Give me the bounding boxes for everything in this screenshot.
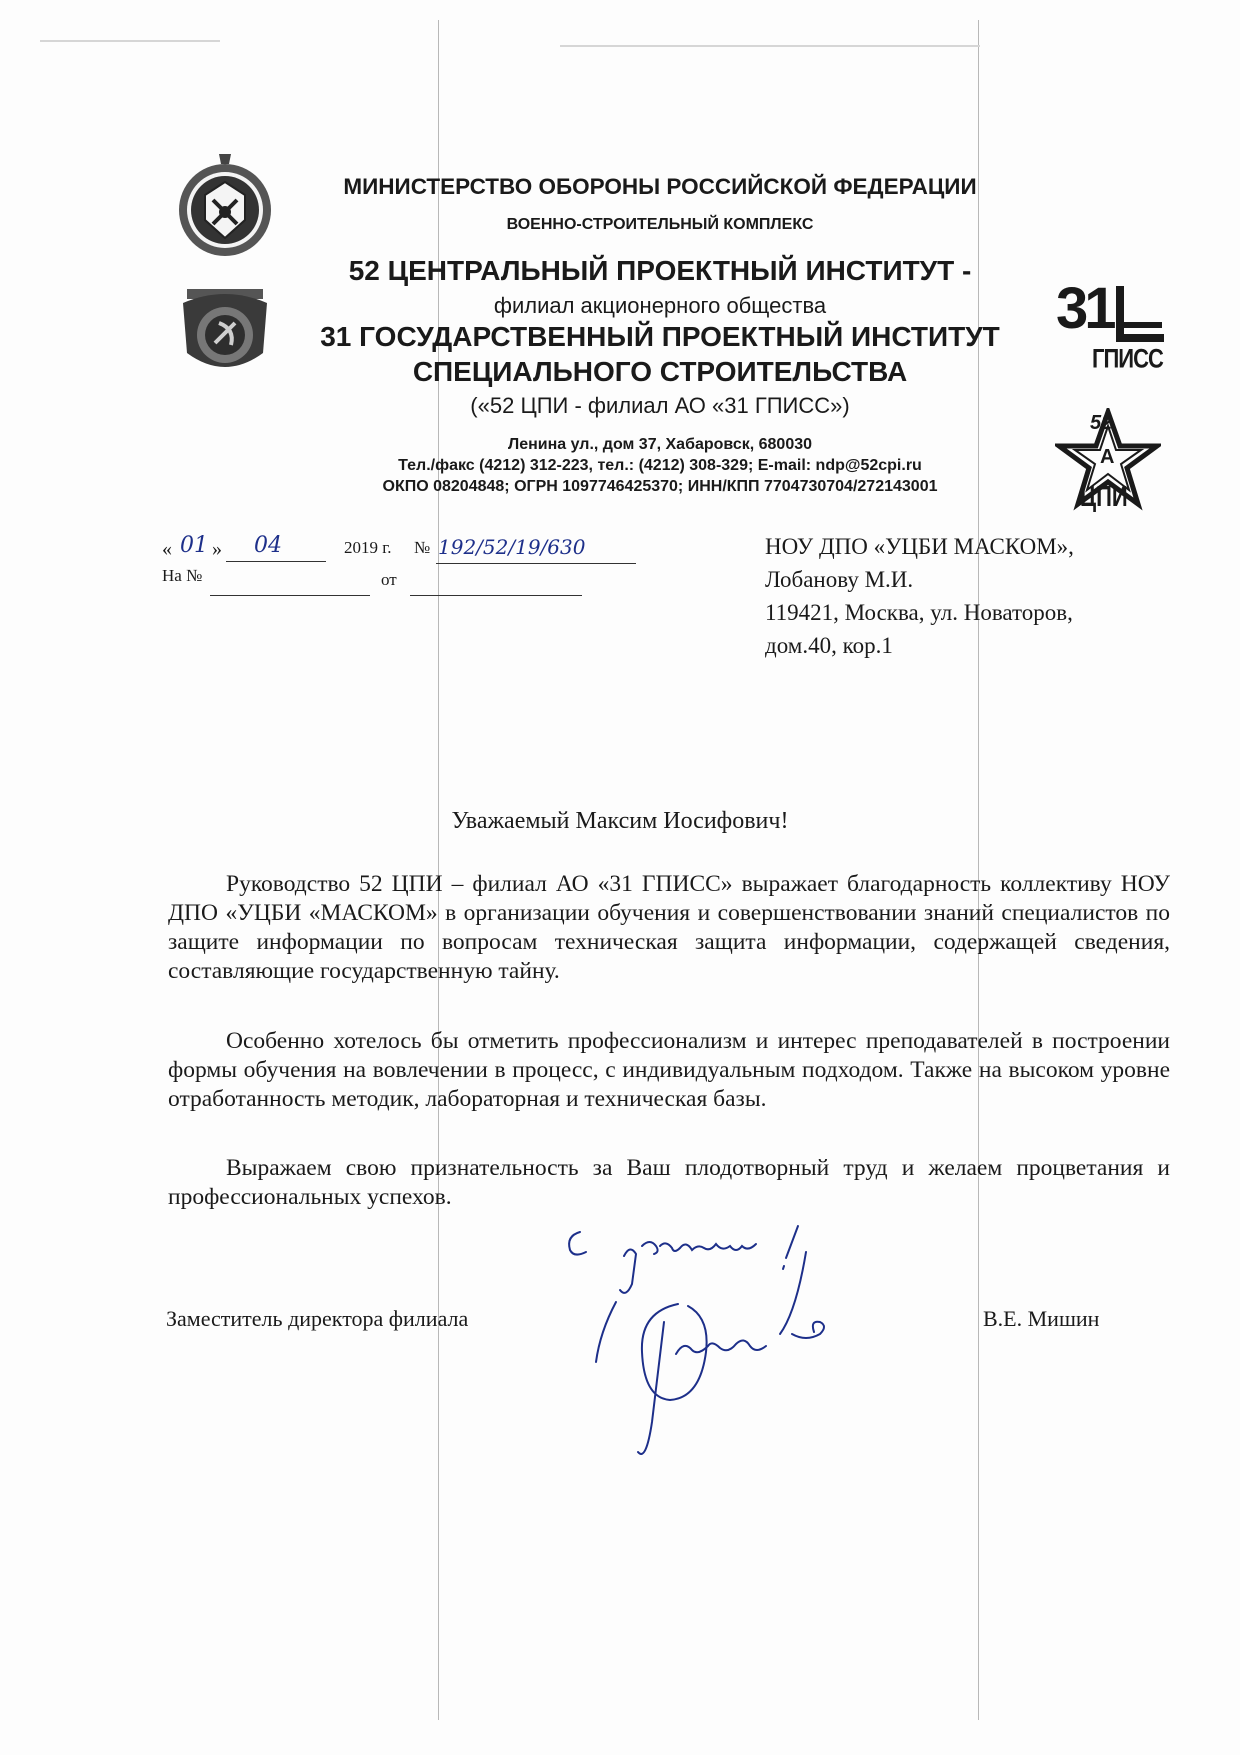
- salutation: Уважаемый Максим Иосифович!: [451, 808, 789, 834]
- order-badge-icon: [175, 283, 275, 383]
- year-label: 2019 г.: [344, 538, 392, 557]
- number-label: №: [414, 538, 431, 557]
- addressee-person: Лобанову М.И.: [765, 567, 914, 592]
- ministry-emblem-icon: [175, 150, 275, 270]
- handwritten-outgoing-number: 192/52/19/630: [438, 535, 586, 559]
- signatory-name: В.Е. Мишин: [983, 1306, 1100, 1331]
- gpiss-logo: [1052, 276, 1164, 380]
- gpiss-ramp-icon: [1116, 286, 1164, 346]
- handwritten-signature: [560, 1222, 920, 1462]
- addressee-address: 119421, Москва, ул. Новаторов,: [765, 600, 1073, 625]
- institute-name: 52 ЦЕНТРАЛЬНЫЙ ПРОЕКТНЫЙ ИНСТИТУТ -: [348, 255, 972, 286]
- date-quote-open: «: [162, 538, 172, 560]
- scan-smudge: [560, 45, 980, 47]
- handwritten-day: 01: [180, 533, 208, 558]
- signatory-position: Заместитель директора филиала: [166, 1306, 469, 1331]
- addressee-building: дом.40, кор.1: [765, 633, 893, 658]
- body-paragraph-2: Особенно хотелось бы отметить профессионализм и интерес преподавателей в построении формы обучения на вовлечении в процесс, с индивидуальным подходом. Также на высоком уровне отработанность методик, лабораторная и техническая базы.: [168, 1028, 1170, 1112]
- addressee-organization: НОУ ДПО «УЦБИ МАСКОМ»,: [765, 534, 1074, 559]
- addressee-block: [765, 530, 1074, 662]
- cpi-star-letter: А: [1100, 446, 1115, 468]
- reference-label: На №: [162, 566, 203, 585]
- address: Ленина ул., дом 37, Хабаровск, 680030: [507, 436, 813, 453]
- complex-name: ВОЕННО-СТРОИТЕЛЬНЫЙ КОМПЛЕКС: [506, 216, 814, 233]
- date-quote-close: »: [212, 538, 222, 560]
- short-name: («52 ЦПИ - филиал АО «31 ГПИСС»): [470, 393, 850, 418]
- body-paragraph-3: Выражаем свою признательность за Ваш плодотворный труд и желаем процветания и профессиональных успехов.: [168, 1155, 1170, 1210]
- body-paragraph-1: Руководство 52 ЦПИ – филиал АО «31 ГПИСС» выражает благодарность коллективу НОУ ДПО «УЦБИ «МАСКОМ» в организации обучения и совершенствовании знаний специалистов по защите информации по вопросам техническая защита информации, содержащей сведения, составляющие государственную тайну.: [168, 871, 1170, 984]
- gpiss-logo-text: ГПИСС: [1092, 343, 1163, 374]
- gpiss-logo-number: 31: [1056, 276, 1113, 341]
- from-underline: [410, 595, 582, 596]
- cpi-star-text: ЦПИ: [1080, 480, 1128, 513]
- contacts: Тел./факс (4212) 312-223, тел.: (4212) 308-329; E-mail: ndp@52cpi.ru: [398, 457, 922, 474]
- registration-codes: ОКПО 08204848; ОГРН 1097746425370; ИНН/КПП 7704730704/272143001: [382, 478, 938, 495]
- scan-smudge: [40, 40, 220, 42]
- parent-institute-line1: 31 ГОСУДАРСТВЕННЫЙ ПРОЕКТНЫЙ ИНСТИТУТ: [320, 321, 1000, 352]
- ministry-name: МИНИСТЕРСТВО ОБОРОНЫ РОССИЙСКОЙ ФЕДЕРАЦИИ: [343, 174, 977, 199]
- from-label: от: [381, 570, 397, 589]
- branch-description: филиал акционерного общества: [493, 293, 827, 318]
- parent-institute-line2: СПЕЦИАЛЬНОГО СТРОИТЕЛЬСТВА: [412, 356, 908, 387]
- handwritten-month: 04: [254, 533, 282, 558]
- reference-underline: [210, 595, 370, 596]
- month-underline: [226, 561, 326, 562]
- cpi-star-number: 52: [1090, 412, 1113, 434]
- number-underline: [436, 563, 636, 564]
